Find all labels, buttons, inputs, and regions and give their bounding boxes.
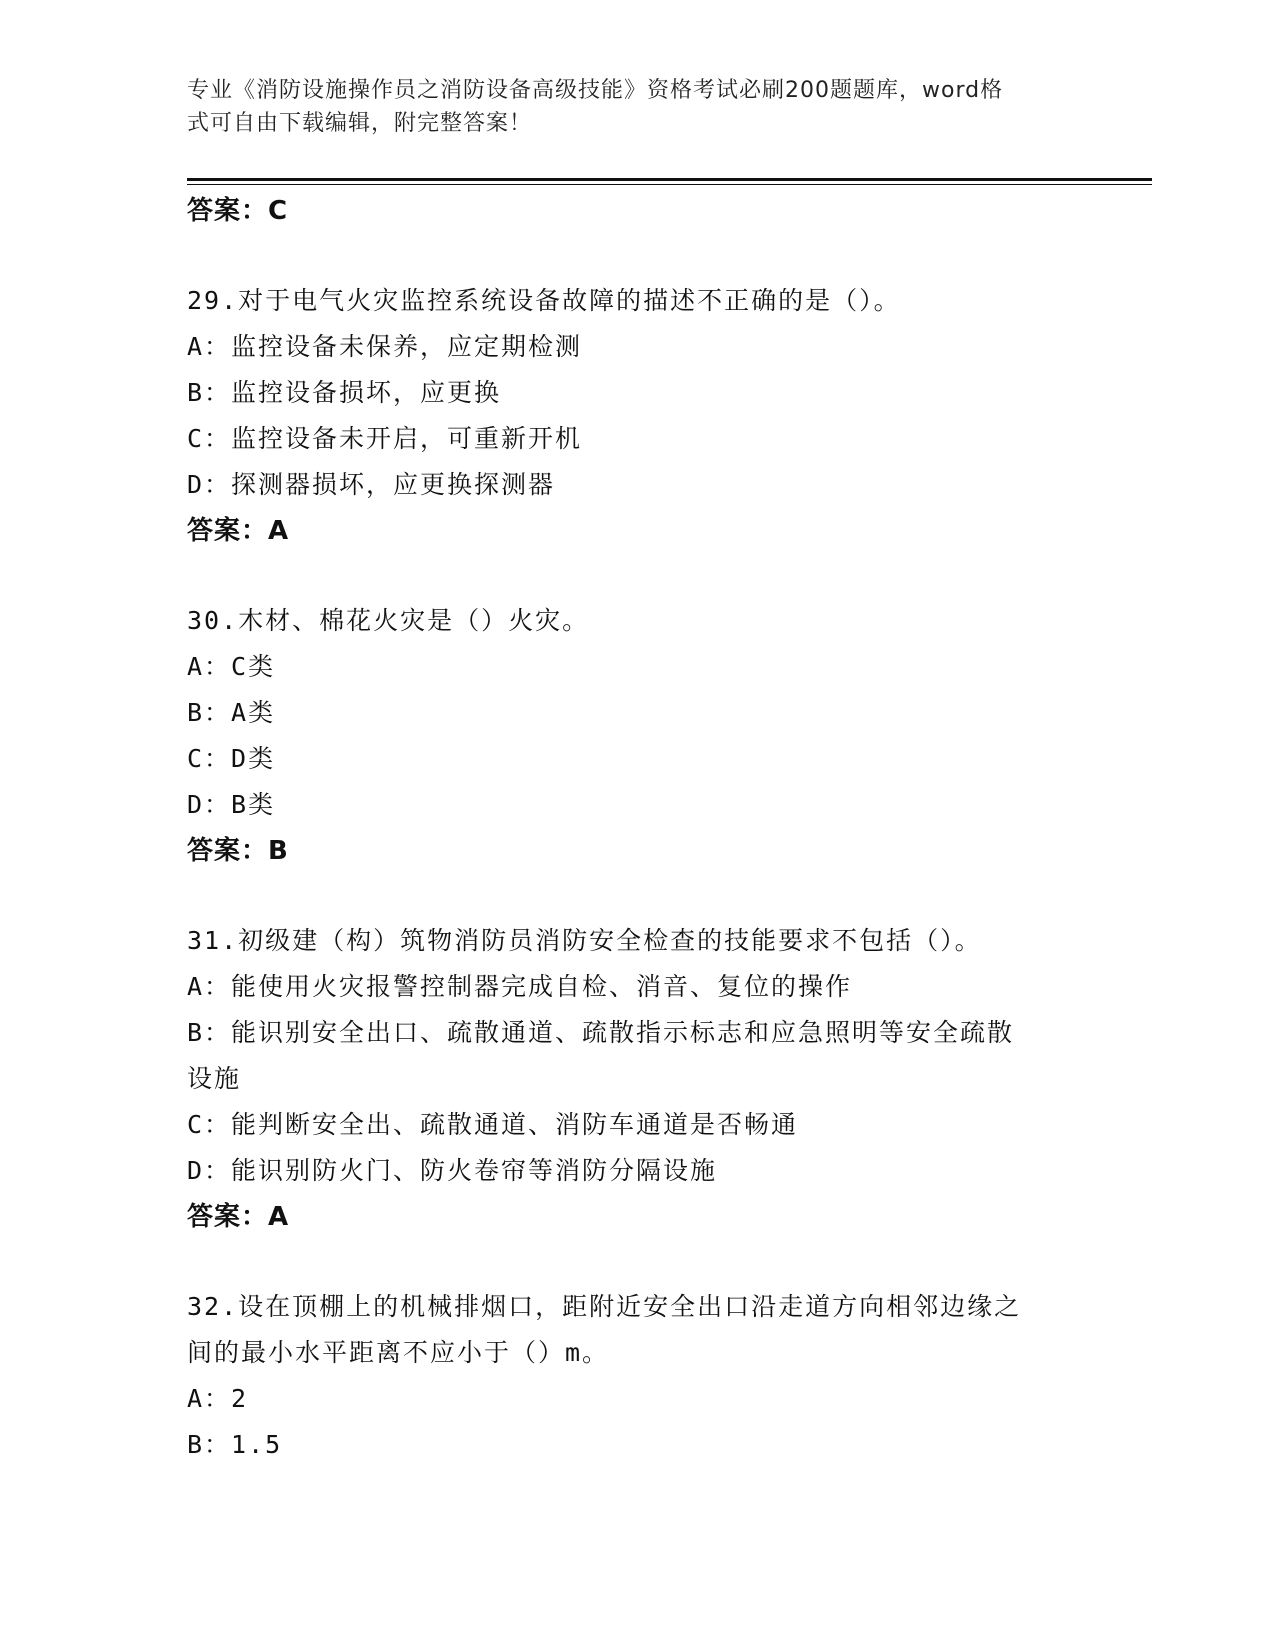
document-header [187, 74, 1087, 140]
question-stem-line-2: 间的最小水平距离不应小于（）m。 [187, 1338, 610, 1367]
option-c: C：D类 [187, 744, 276, 773]
option-b: B：监控设备损坏，应更换 [187, 378, 502, 407]
header-rule-thick [187, 178, 1152, 181]
option-d: D：B类 [187, 790, 276, 819]
question-29 [187, 278, 1087, 554]
option-d: D：探测器损坏，应更换探测器 [187, 470, 556, 499]
option-a: A：C类 [187, 652, 276, 681]
question-31 [187, 918, 1087, 1240]
spacer [187, 874, 1087, 918]
answer-label: 答案：A [187, 1202, 290, 1232]
header-line-2: 式可自由下载编辑，附完整答案！ [187, 111, 533, 136]
option-a: A：2 [187, 1384, 249, 1413]
header-rule-thin [187, 184, 1152, 185]
question-stem: 30.木材、棉花火灾是（）火灾。 [187, 606, 590, 635]
question-stem-line-1: 32.设在顶棚上的机械排烟口，距附近安全出口沿走道方向相邻边缘之 [187, 1292, 1022, 1321]
question-32 [187, 1284, 1087, 1468]
question-stem: 31.初级建（构）筑物消防员消防安全检查的技能要求不包括（）。 [187, 926, 982, 955]
option-b: B：能识别安全出口、疏散通道、疏散指示标志和应急照明等安全疏散 [187, 1018, 1015, 1047]
question-list [187, 188, 1087, 1468]
option-b: B：A类 [187, 698, 276, 727]
header-line-1: 专业《消防设施操作员之消防设备高级技能》资格考试必刷200题题库，word格 [187, 78, 1004, 103]
spacer [187, 234, 1087, 278]
answer-label: 答案：B [187, 836, 289, 866]
question-30 [187, 598, 1087, 874]
previous-answer: 答案：C [187, 196, 289, 226]
spacer [187, 1240, 1087, 1284]
option-d: D：能识别防火门、防火卷帘等消防分隔设施 [187, 1156, 718, 1185]
option-c: C：监控设备未开启，可重新开机 [187, 424, 583, 453]
option-a: A：监控设备未保养，应定期检测 [187, 332, 583, 361]
option-a: A：能使用火灾报警控制器完成自检、消音、复位的操作 [187, 972, 853, 1001]
option-b: B：1.5 [187, 1430, 283, 1459]
option-c: C：能判断安全出、疏散通道、消防车通道是否畅通 [187, 1110, 799, 1139]
answer-label: 答案：A [187, 516, 290, 546]
spacer [187, 554, 1087, 598]
option-b-continued: 设施 [187, 1064, 242, 1093]
question-stem: 29.对于电气火灾监控系统设备故障的描述不正确的是（）。 [187, 286, 901, 315]
